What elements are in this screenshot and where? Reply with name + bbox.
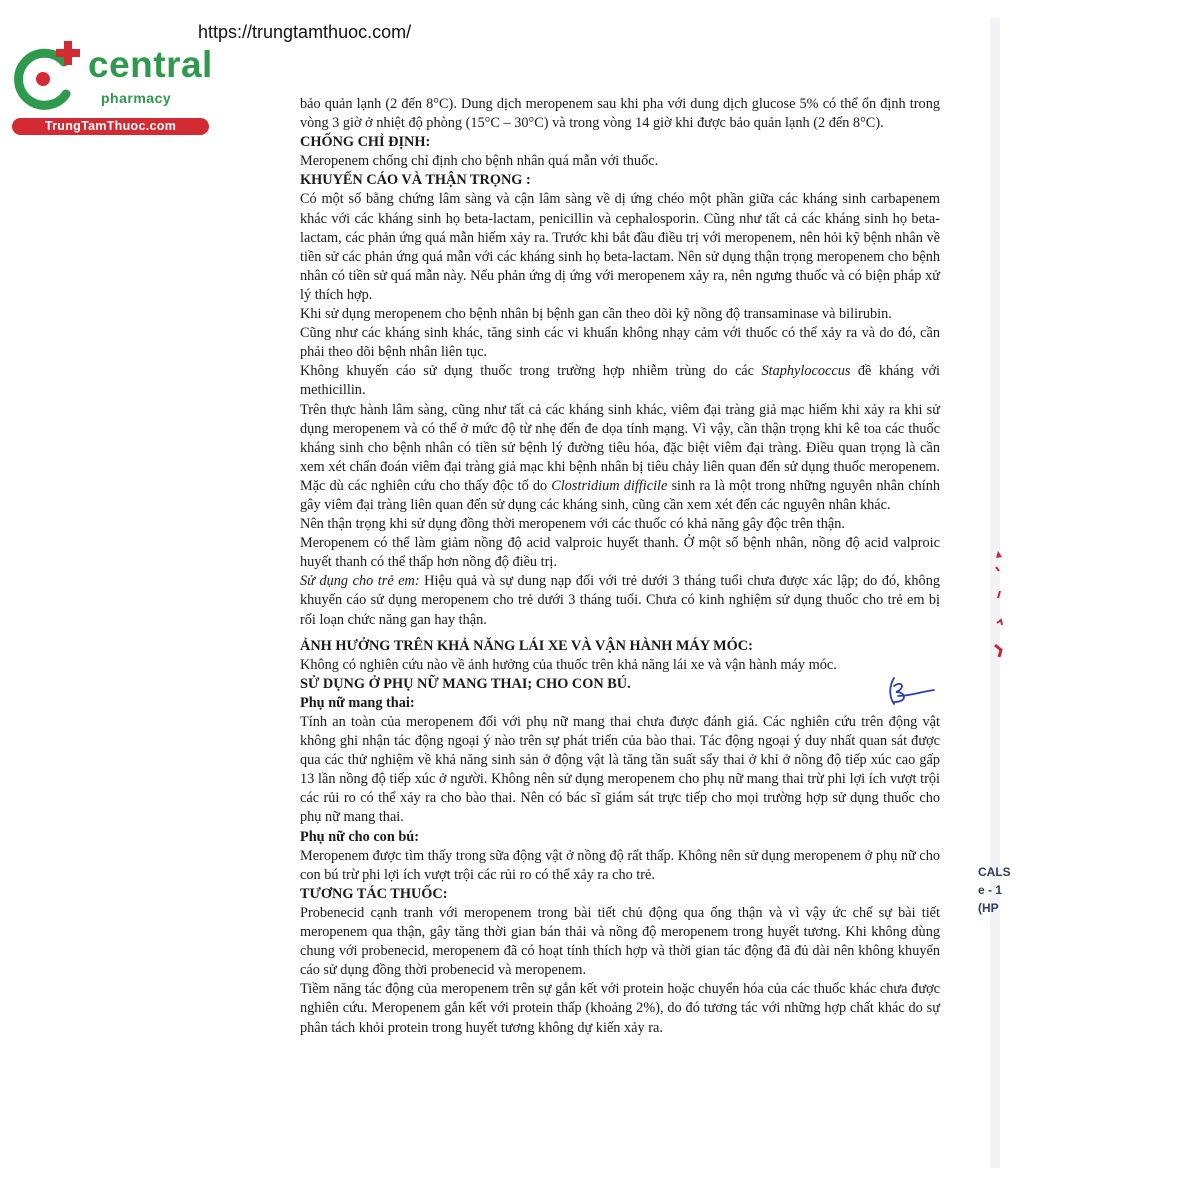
paragraph xyxy=(300,656,940,675)
side-fragment-1: CALS xyxy=(978,865,1011,879)
paragraph-text-rest: sinh ra là một trong những nguyên nhân chính gây viêm đại tràng liên quan đến sử dụng các kháng sinh, cũng cần xem xét đến các nguyên nhân khác. xyxy=(300,477,940,513)
paragraph-text: Nên thận trọng khi sử dụng đồng thời meropenem với các thuốc có khả năng gây độc trên thận. xyxy=(300,516,845,533)
paragraph-text: Không có nghiên cứu nào về ảnh hưởng của thuốc trên khả năng lái xe và vận hành máy móc. xyxy=(300,656,837,673)
paragraph-text: Khi sử dụng meropenem cho bệnh nhân bị bệnh gan cần theo dõi kỹ nồng độ transaminase và bilirubin. xyxy=(300,306,892,323)
paragraph xyxy=(300,534,940,572)
logo-brand-text: central xyxy=(88,44,213,85)
paragraph xyxy=(300,305,940,324)
paragraph xyxy=(300,980,940,1037)
italic-term: Staphylococcus xyxy=(761,363,851,380)
paragraph-text-rest: đề kháng với methicillin. xyxy=(300,363,940,399)
paragraph-text: Phụ nữ mang thai: xyxy=(300,694,415,711)
section-heading xyxy=(300,675,940,694)
section-heading xyxy=(300,133,940,152)
italic-term: Clostridium difficile xyxy=(551,477,668,494)
section-gap xyxy=(300,630,940,637)
paragraph-text: Không khuyến cáo sử dụng thuốc trong trường hợp nhiễm trùng do các xyxy=(300,363,762,380)
section-heading xyxy=(300,637,940,656)
paragraph-text: KHUYẾN CÁO VÀ THẬN TRỌNG : xyxy=(300,172,531,189)
paragraph-text: Meropenem chống chỉ định cho bệnh nhân quá mẫn với thuốc. xyxy=(300,153,659,170)
paragraph xyxy=(300,362,940,400)
paragraph xyxy=(300,515,940,534)
paragraph-text: CHỐNG CHỈ ĐỊNH: xyxy=(300,134,431,151)
paragraph-lead: Sử dụng cho trẻ em: xyxy=(300,573,420,590)
paragraph-text: SỬ DỤNG Ở PHỤ NỮ MANG THAI; CHO CON BÚ. xyxy=(300,675,631,692)
paragraph-text: Meropenem có thể làm giảm nồng độ acid valproic huyết thanh. Ở một số bệnh nhân, nồng độ acid valproic huyết thanh có thể thấp hơn nồng độ điều trị. xyxy=(300,535,940,571)
central-c-cross-icon xyxy=(12,38,88,116)
document-body xyxy=(300,95,940,1038)
central-pharmacy-logo xyxy=(12,38,222,138)
paragraph xyxy=(300,847,940,885)
paragraph-text: Tính an toàn của meropenem đối với phụ nữ mang thai chưa được đánh giá. Các nghiên cứu trên động vật không ghi nhận tác động ngoại ý nào trên sự phát triển của bào thai. Tác động ngoại ý duy nhất quan sát được qua các thử nghiệm về khả năng sinh sản ở động vật là tăng tần suất sẩy thai ở khỉ ở nồng độ tiếp xúc cao gấp 13 lần nồng độ tiếp xúc ở người. Không nên sử dụng meropenem cho phụ nữ mang thai trừ phi lợi ích vượt trội các rủi ro có thể xảy ra cho bào thai. Nên có bác sĩ giám sát trực tiếp cho mọi trường hợp sử dụng thuốc cho phụ nữ mang thai. xyxy=(300,714,940,826)
red-margin-marks-icon xyxy=(988,545,1008,665)
paragraph-text: Phụ nữ cho con bú: xyxy=(300,828,420,845)
subsection-heading xyxy=(300,694,940,713)
paragraph xyxy=(300,324,940,362)
source-url[interactable]: https://trungtamthuoc.com/ xyxy=(198,22,412,42)
logo-sub-text: pharmacy xyxy=(101,90,172,106)
paragraph-text: Hiệu quả và sự dung nạp đối với trẻ dưới 3 tháng tuổi chưa được xác lập; do đó, không khuyến cáo sử dụng meropenem cho trẻ dưới 3 tháng tuổi. Chưa có kinh nghiệm sử dụng thuốc cho trẻ em bị rối loạn chức năng gan hay thận. xyxy=(300,573,940,628)
paragraph-text: Tiềm năng tác động của meropenem trên sự gắn kết với protein hoặc chuyển hóa của các thuốc khác chưa được nghiên cứu. Meropenem gắn kết với protein thấp (khoảng 2%), do đó tương tác với những hợp chất khác do sự phân tách khỏi protein trong huyết tương không dự kiến xảy ra. xyxy=(300,981,940,1036)
side-fragment-2: e - 1 xyxy=(978,883,1003,897)
paragraph xyxy=(300,713,940,828)
paragraph xyxy=(300,401,940,516)
paragraph-text: Probenecid cạnh tranh với meropenem trong bài tiết chủ động qua ống thận và vì vậy ức chế sự bài tiết meropenem qua thận, gây tăng thời gian bán thải và nồng độ meropenem trong huyết tương. Khi không dùng chung với probenecid, meropenem đã có hoạt tính thích hợp và thời gian tác động đã đủ dài nên không khuyến cáo sử dụng đồng thời probenecid và meropenem. xyxy=(300,904,940,979)
section-heading xyxy=(300,885,940,904)
paragraph xyxy=(300,572,940,629)
section-heading xyxy=(300,171,940,190)
side-fragment-3: (HP xyxy=(978,901,999,915)
paragraph xyxy=(300,152,940,171)
paragraph-text: Meropenem được tìm thấy trong sữa động vật ở nồng độ rất thấp. Không nên sử dụng meropenem ở phụ nữ cho con bú trừ phi lợi ích vượt trội các rủi ro có thể xảy ra cho trẻ. xyxy=(300,847,940,883)
paragraph-text: ẢNH HƯỞNG TRÊN KHẢ NĂNG LÁI XE VÀ VẬN HÀNH MÁY MÓC: xyxy=(300,637,753,654)
paragraph xyxy=(300,95,940,133)
paragraph-text: bảo quản lạnh (2 đến 8°C). Dung dịch meropenem sau khi pha với dung dịch glucose 5% có thể ổn định trong vòng 3 giờ ở nhiệt độ phòng (15°C – 30°C) và trong vòng 14 giờ khi được bảo quản lạnh (2 đến 8°C). xyxy=(300,96,940,132)
paragraph-text: TƯƠNG TÁC THUỐC: xyxy=(300,885,448,902)
paragraph xyxy=(300,190,940,305)
paragraph-text: Trên thực hành lâm sàng, cũng như tất cả các kháng sinh khác, viêm đại tràng giả mạc hiếm khi xảy ra khi sử dụng meropenem và có thể ở mức độ từ nhẹ đến đe dọa tính mạng. Vì vậy, cần thận trọng khi kê toa các thuốc kháng sinh cho bệnh nhân có tiền sử bệnh lý đường tiêu hóa, đặc biệt viêm đại tràng. Điều quan trọng là cần xem xét chẩn đoán viêm đại tràng giả mạc khi bệnh nhân bị tiêu chảy liên quan đến sử dụng thuốc meropenem. Mặc dù các nghiên cứu cho thấy độc tố do xyxy=(300,401,940,494)
paragraph xyxy=(300,904,940,980)
subsection-heading xyxy=(300,828,940,847)
paragraph-text: Có một số bằng chứng lâm sàng và cận lâm sàng về dị ứng chéo một phần giữa các kháng sinh carbapenem khác với các kháng sinh họ beta-lactam, penicillin và cephalosporin. Cũng như tất cả các kháng sinh họ beta-lactam, các phản ứng quá mẫn hiếm xảy ra. Trước khi bắt đầu điều trị với meropenem, nên hỏi kỹ bệnh nhân về tiền sử các phản ứng quá mẫn với các kháng sinh họ beta-lactam. Nên sử dụng thận trọng meropenem cho bệnh nhân có tiền sử quá mẫn này. Nếu phản ứng dị ứng với meropenem xảy ra, nên ngưng thuốc và có biện pháp xử lý thích hợp. xyxy=(300,191,940,303)
logo-site-band: TrungTamThuoc.com xyxy=(12,118,209,135)
paragraph-text: Cũng như các kháng sinh khác, tăng sinh các vi khuẩn không nhạy cảm với thuốc có thể xảy ra và do đó, cần phải theo dõi bệnh nhân liên tục. xyxy=(300,325,940,361)
